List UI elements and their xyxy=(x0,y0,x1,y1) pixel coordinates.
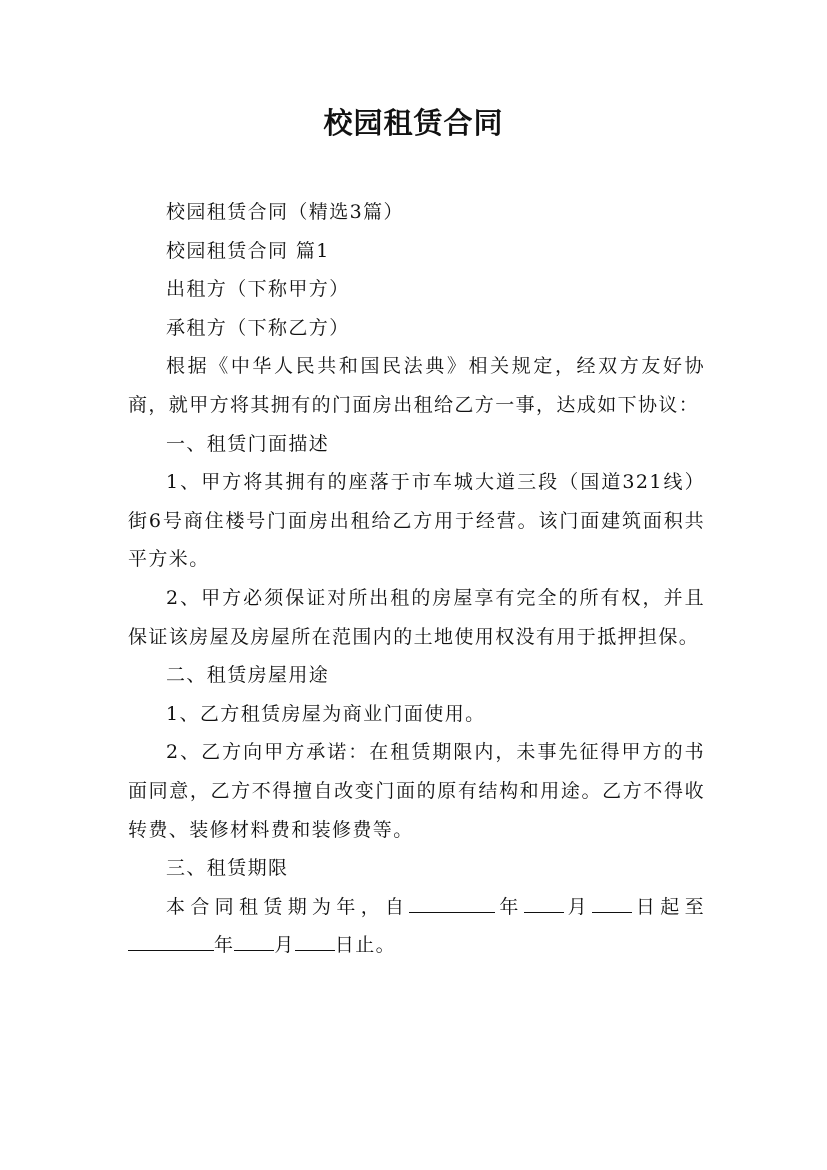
blank-end-day xyxy=(295,928,335,951)
blank-start-month xyxy=(524,890,564,913)
paragraph-preamble: 根据《中华人民共和国民法典》相关规定，经双方友好协商，就甲方将其拥有的门面房出租给乙方一事，达成如下协议： xyxy=(128,355,705,416)
clause-2-2: 2、乙方向甲方承诺：在租赁期限内，未事先征得甲方的书面同意，乙方不得擅自改变门面的原有结构和用途。乙方不得收转费、装修材料费和装修费等。 xyxy=(128,741,705,841)
paragraph-heading-selected: 校园租赁合同（精选3篇） xyxy=(166,201,404,223)
blank-end-year xyxy=(128,928,214,951)
term-day-1: 日起至 xyxy=(631,895,705,918)
paragraph-lessee: 承租方（下称乙方） xyxy=(166,316,350,339)
term-month-2: 月 xyxy=(274,934,295,957)
paragraph-lessor: 出租方（下称甲方） xyxy=(166,278,350,301)
term-text-end: 日止。 xyxy=(334,934,397,957)
document-title: 校园租赁合同 xyxy=(323,106,504,140)
blank-end-month xyxy=(234,928,274,951)
blank-start-year xyxy=(409,890,495,913)
clause-1-2: 2、甲方必须保证对所出租的房屋享有完全的所有权，并且保证该房屋及房屋所在范围内的土地使用权没有用于抵押担保。 xyxy=(128,586,705,648)
term-text-start: 本合同租赁期为年，自 xyxy=(166,895,410,918)
section-heading-3: 三、租赁期限 xyxy=(166,857,289,880)
term-year-1: 年 xyxy=(495,895,524,918)
clause-1-1: 1、甲方将其拥有的座落于市车城大道三段（国道321线）街6号商住楼号门面房出租给乙方用于经营。该门面建筑面积共平方米。 xyxy=(128,471,705,571)
document-body xyxy=(128,193,705,965)
blank-start-day xyxy=(592,890,632,913)
term-year-2: 年 xyxy=(214,934,235,957)
term-month-1: 月 xyxy=(563,895,592,918)
clause-2-1: 1、乙方租赁房屋为商业门面使用。 xyxy=(166,702,486,725)
section-heading-2: 二、租赁房屋用途 xyxy=(166,664,330,687)
section-heading-1: 一、租赁门面描述 xyxy=(166,432,330,455)
clause-3-term xyxy=(128,888,705,965)
paragraph-part-1: 校园租赁合同 篇1 xyxy=(166,239,330,262)
